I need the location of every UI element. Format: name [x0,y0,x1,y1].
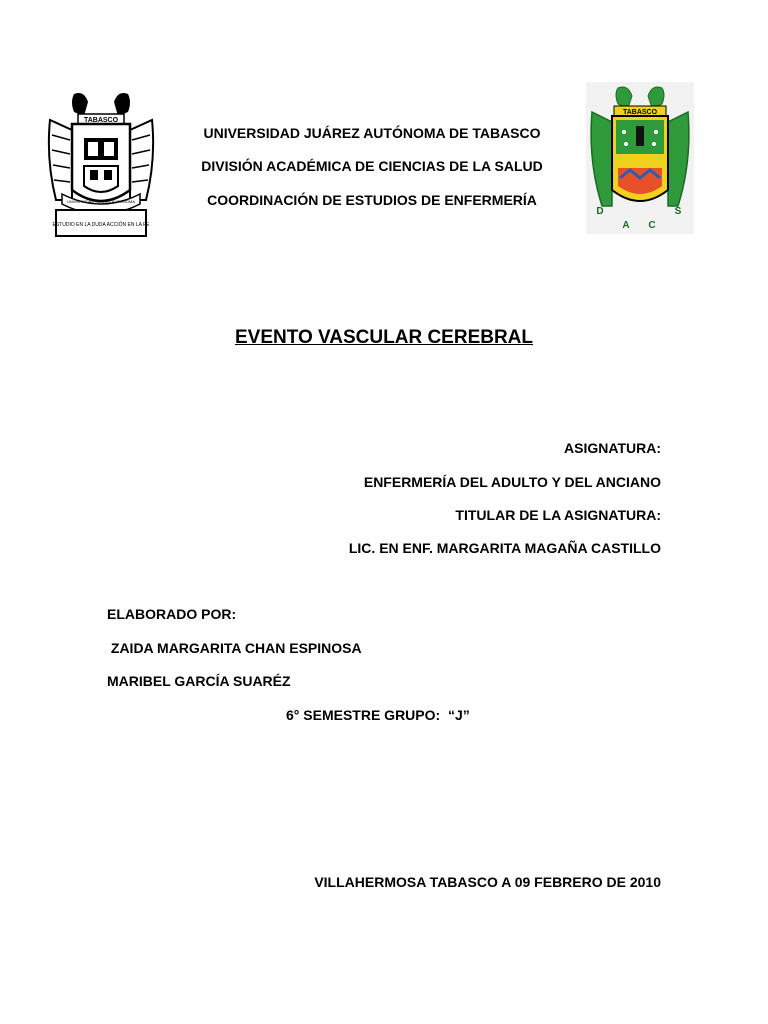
coordination-name: COORDINACIÓN DE ESTUDIOS DE ENFERMERÍA [207,192,537,208]
right-logo-letter-d: D [596,206,604,217]
teacher-name: LIC. EN ENF. MARGARITA MAGAÑA CASTILLO [348,540,661,556]
left-logo-banner: TABASCO [83,117,119,124]
division-name: DIVISIÓN ACADÉMICA DE CIENCIAS DE LA SALUD [201,158,543,174]
dacs-eagle-crest-icon [586,82,694,234]
teacher-label: TITULAR DE LA ASIGNATURA: [455,507,661,523]
subject-label: ASIGNATURA: [564,440,661,456]
right-logo-letter-a: A [622,220,630,231]
right-logo-letter-c: C [648,220,656,231]
ujat-eagle-crest-icon [44,90,158,240]
university-name: UNIVERSIDAD JUÁREZ AUTÓNOMA DE TABASCO [203,125,541,141]
authors-label: ELABORADO POR: [107,606,237,622]
document-title: EVENTO VASCULAR CEREBRAL [234,327,534,348]
subject-name: ENFERMERÍA DEL ADULTO Y DEL ANCIANO [363,474,661,490]
left-logo-motto: ESTUDIO EN LA DUDA ACCIÓN EN LA FE [52,222,150,228]
right-logo-letter-s: S [674,206,682,217]
left-logo-scroll: UNIVERSIDAD JUÁREZ AUTÓNOMA [66,199,136,204]
author-1: ZAIDA MARGARITA CHAN ESPINOSA [107,640,362,656]
right-logo-banner: TABASCO [622,109,658,116]
place-date: VILLAHERMOSA TABASCO A 09 FEBRERO DE 2010 [314,874,661,890]
group-info: 6° SEMESTRE GRUPO: “J” [286,707,470,723]
author-2: MARIBEL GARCÍA SUARÉZ [107,673,291,689]
